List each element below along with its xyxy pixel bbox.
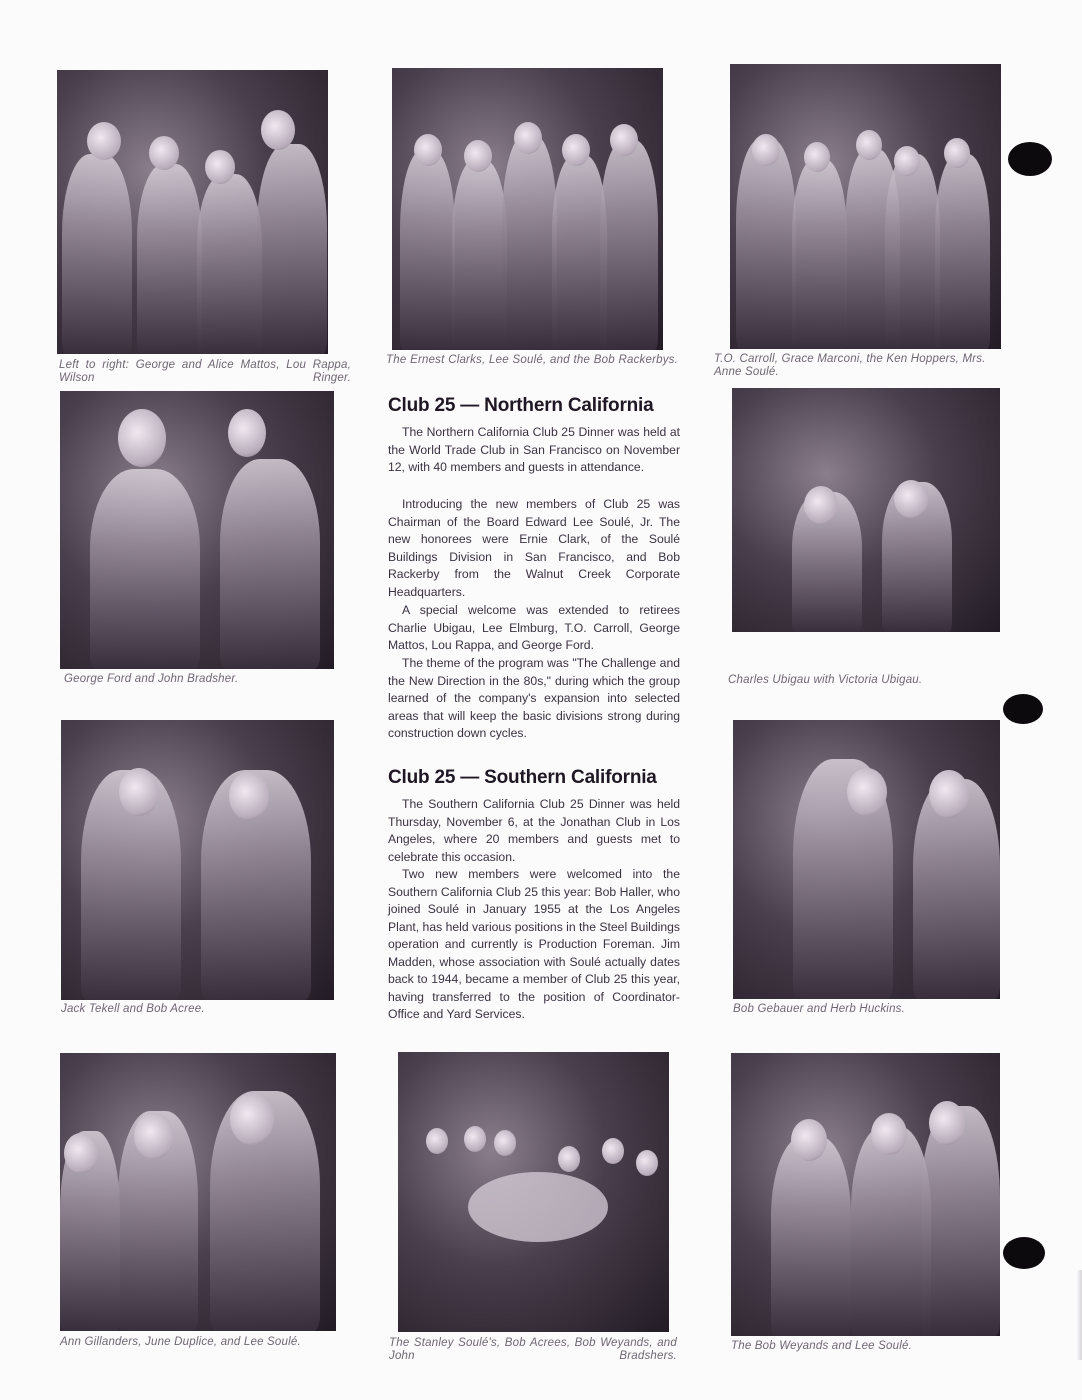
heading-southern-california: Club 25 — Southern California [388, 767, 657, 788]
caption-photo-1: Left to right: George and Alice Mattos, Lou Rappa, Wilson Ringer. [59, 359, 351, 384]
caption-photo-5: Charles Ubigau with Victoria Ubigau. [728, 674, 923, 686]
punch-hole-bottom [1003, 1237, 1045, 1269]
north-paragraph-2: Introducing the new members of Club 25 was Chairman of the Board Edward Lee Soulé, Jr. The new honorees were Ernie Clark, of the Soulé Buildings Division in San Francisco, and Bob Rackerby from the Walnut Creek Corporate Headquarters. [388, 497, 680, 599]
south-paragraph-1: The Southern California Club 25 Dinner was held Thursday, November 6, at the Jonathan Club in Los Angeles, where 20 members and guests met to celebrate this occasion. [388, 797, 680, 864]
caption-photo-7: Bob Gebauer and Herb Huckins. [733, 1003, 906, 1015]
photo-ford-bradsher [60, 391, 334, 669]
north-paragraph-4: The theme of the program was "The Challenge and the New Direction in the 80s," during which the group learned of the company's expansion into selected areas that will keep the basic divisions strong during construction down cycles. [388, 656, 680, 740]
photo-weyands-soule [731, 1053, 1000, 1336]
caption-photo-4: George Ford and John Bradsher. [64, 673, 239, 685]
north-paragraph-3: A special welcome was extended to retirees Charlie Ubigau, Lee Elmburg, T.O. Carroll, George Mattos, Lou Rappa, and George Ford. [388, 603, 680, 652]
punch-hole-top [1008, 142, 1052, 176]
caption-photo-3: T.O. Carroll, Grace Marconi, the Ken Hoppers, Mrs. Anne Soulé. [714, 353, 986, 378]
photo-tekell-acree [61, 720, 334, 1000]
north-paragraph-1: The Northern California Club 25 Dinner was held at the World Trade Club in San Francisco on November 12, with 40 members and guests in attendance. [388, 425, 680, 474]
photo-ubigau [732, 388, 1000, 632]
photo-carroll-marconi-hoppers [730, 64, 1001, 349]
caption-photo-6: Jack Tekell and Bob Acree. [61, 1003, 205, 1015]
page-edge-shadow [1076, 1270, 1082, 1360]
photo-mattos-rappa-ringer [57, 70, 328, 354]
south-paragraph-2: Two new members were welcomed into the Southern California Club 25 this year: Bob Haller, who joined Soulé in January 1955 at the Los Angeles Plant, has held various positions in the Steel Buildings operation and currently is Production Foreman. Jim Madden, whose association with Soulé actually dates back to 1944, became a member of Club 25 this year, having transferred to the position of Coordinator-Office and Yard Services. [388, 867, 681, 1021]
punch-hole-middle [1003, 694, 1043, 724]
caption-photo-2: The Ernest Clarks, Lee Soulé, and the Bob Rackerbys. [386, 354, 678, 366]
photo-gebauer-huckins [733, 720, 1000, 999]
caption-photo-9: The Stanley Soulé's, Bob Acrees, Bob Weyands, and John Bradshers. [389, 1337, 677, 1362]
photo-dinner-table [398, 1052, 669, 1332]
caption-photo-10: The Bob Weyands and Lee Soulé. [731, 1340, 912, 1352]
photo-clarks-soule-rackerbys [392, 68, 663, 350]
photo-gillanders-duplice-soule [60, 1053, 336, 1331]
caption-photo-8: Ann Gillanders, June Duplice, and Lee Soulé. [60, 1336, 301, 1348]
heading-northern-california: Club 25 — Northern California [388, 395, 654, 416]
